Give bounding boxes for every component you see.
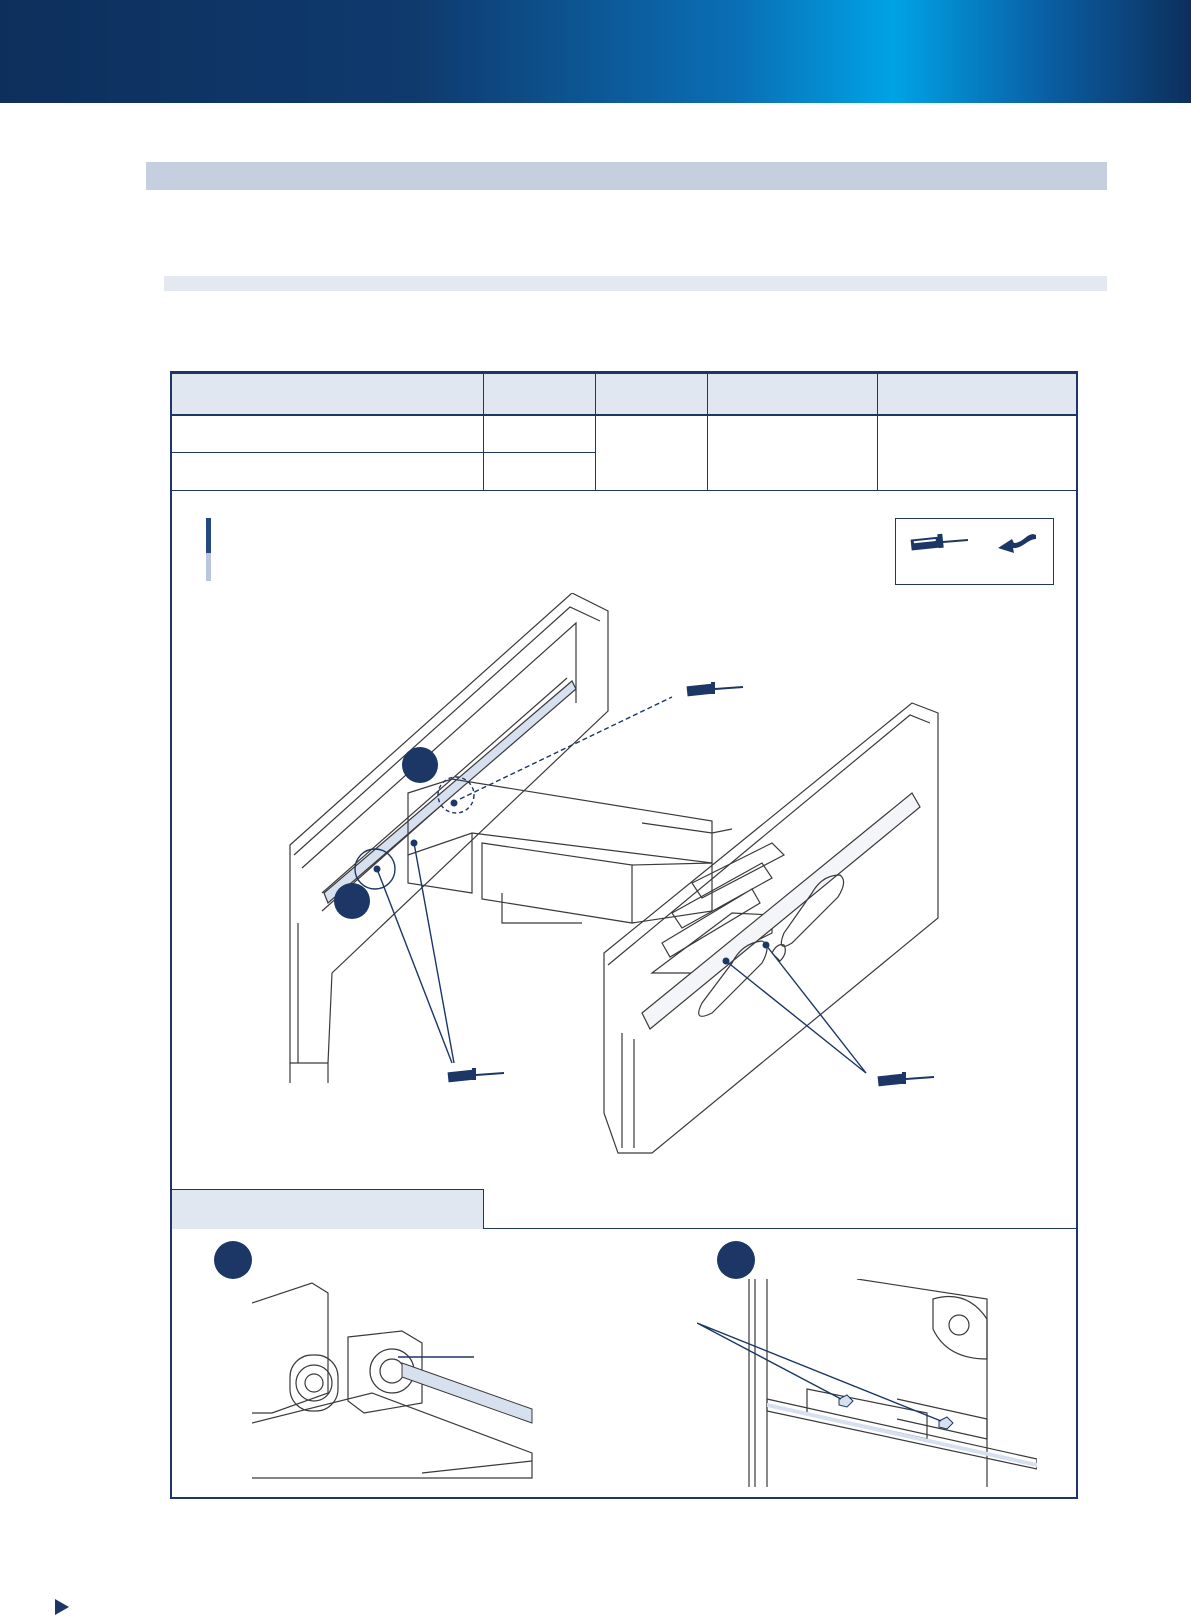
header-rule xyxy=(0,103,1191,106)
spec-header-cell xyxy=(595,374,707,415)
spec-table xyxy=(172,373,1076,491)
spec-header-cell xyxy=(172,374,483,415)
lubrication-panel xyxy=(170,371,1078,1499)
linear-guide-rail xyxy=(767,1403,1037,1467)
grease-gun-icon xyxy=(448,1068,504,1082)
grease-nipple-1 xyxy=(839,1395,853,1407)
callout-badge-lower xyxy=(334,883,370,919)
spec-cell xyxy=(172,453,483,491)
detail-view-linear-guide xyxy=(697,1279,1037,1487)
spec-cell xyxy=(483,453,595,491)
detail-view-header xyxy=(172,1189,484,1229)
detail-divider xyxy=(484,1228,1076,1229)
apply-arrow-icon xyxy=(996,529,1038,555)
spec-table-row xyxy=(172,415,1076,453)
play-triangle-icon xyxy=(55,1599,69,1615)
machine-drawing xyxy=(172,593,1076,1193)
cable-chain xyxy=(662,843,784,957)
detail-badge-a xyxy=(214,1241,252,1279)
spec-cell xyxy=(707,415,877,491)
spec-cell xyxy=(595,415,707,491)
grease-gun-icon xyxy=(878,1072,934,1086)
spec-header-cell xyxy=(877,374,1076,415)
spec-cell xyxy=(483,415,595,453)
header-band xyxy=(0,0,1191,103)
grease-nipple-2 xyxy=(939,1417,953,1429)
subsection-title-bar xyxy=(164,276,1107,291)
legend-box xyxy=(895,518,1054,585)
section-title-bar xyxy=(146,162,1107,190)
grease-gun-icon xyxy=(910,531,970,553)
left-side-frame xyxy=(290,593,608,1063)
note-marker xyxy=(206,518,211,581)
detail-view-ball-screw xyxy=(252,1273,542,1483)
spec-header-cell xyxy=(483,374,595,415)
grease-gun-icon xyxy=(687,682,743,696)
spec-header-cell xyxy=(707,374,877,415)
spec-table-header-row xyxy=(172,374,1076,415)
detail-badge-b xyxy=(717,1241,755,1279)
callout-badge-upper xyxy=(402,747,438,783)
spec-cell xyxy=(877,415,1076,491)
spec-cell xyxy=(172,415,483,453)
